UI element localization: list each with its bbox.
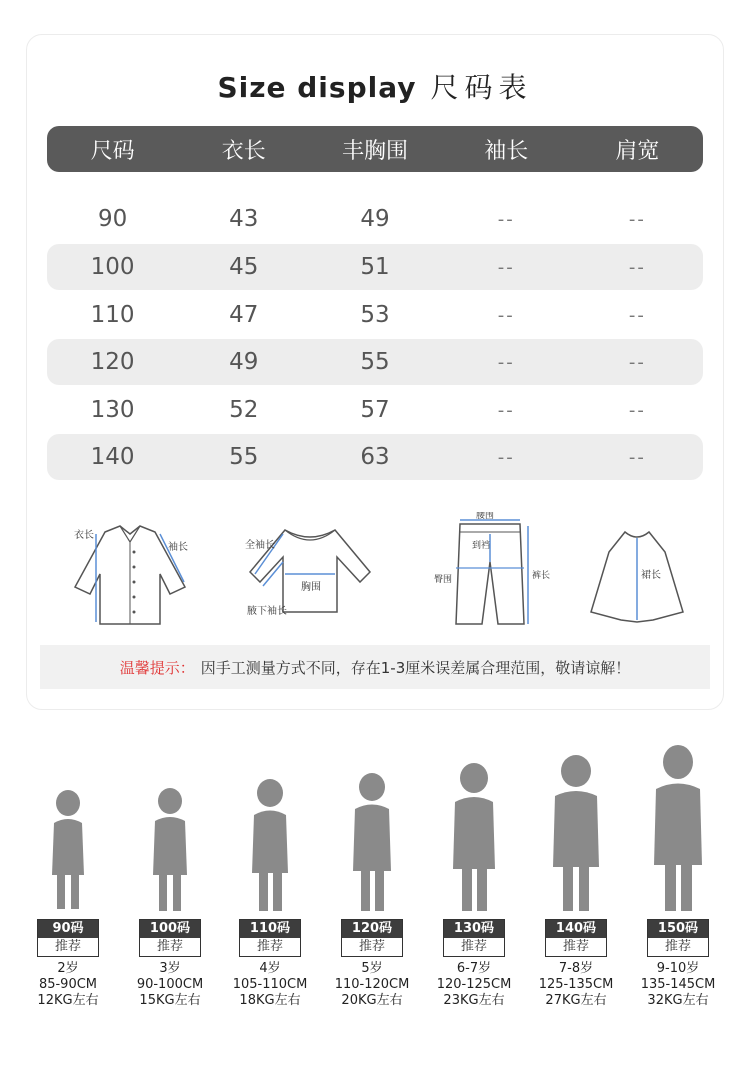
child-silhouette-icon <box>244 773 296 915</box>
size-tag <box>239 919 301 957</box>
dress-length-label: 裙长 <box>641 570 661 581</box>
cell-chest: 53 <box>360 302 390 328</box>
size-label: 110码 <box>240 920 300 938</box>
table-header <box>47 126 703 172</box>
cell-chest: 49 <box>360 206 390 232</box>
shirt-length-label: 衣长 <box>74 530 94 541</box>
cell-sleeve: -- <box>497 446 515 468</box>
cell-size: 140 <box>90 444 135 470</box>
child-silhouette-icon <box>648 739 708 915</box>
height-text: 90-100CM <box>136 977 204 992</box>
size-label: 90码 <box>38 920 98 938</box>
size-label: 130码 <box>444 920 504 938</box>
cell-size: 90 <box>97 206 128 232</box>
header-length: 衣长 <box>221 138 266 164</box>
size-tag <box>139 919 201 957</box>
header-size: 尺码 <box>90 138 135 164</box>
header-shoulder: 肩宽 <box>615 138 660 164</box>
cell-shoulder: -- <box>628 208 646 230</box>
sweater-drawing <box>225 512 395 632</box>
height-text: 110-120CM <box>334 977 410 992</box>
cell-sleeve: -- <box>497 399 515 421</box>
child-silhouette-icon <box>44 785 92 915</box>
size-tag <box>37 919 99 957</box>
size-tag <box>545 919 607 957</box>
dress-drawing <box>585 512 750 632</box>
pants-illustration <box>410 512 580 632</box>
cell-shoulder: -- <box>628 446 646 468</box>
title-cn: 尺码表 <box>430 71 533 104</box>
size-label: 140码 <box>546 920 606 938</box>
size-tag <box>341 919 403 957</box>
cell-sleeve: -- <box>497 304 515 326</box>
cell-length: 47 <box>229 302 259 328</box>
sweater-chest-label: 胸围 <box>301 582 321 593</box>
title-en: Size display <box>217 71 417 104</box>
weight-text: 27KG左右 <box>545 993 607 1008</box>
cell-shoulder: -- <box>628 304 646 326</box>
weight-text: 32KG左右 <box>647 993 709 1008</box>
cell-sleeve: -- <box>497 208 515 230</box>
size-label: 120码 <box>342 920 402 938</box>
height-text: 120-125CM <box>436 977 512 992</box>
sweater-sleeve-label: 全袖长 <box>245 540 275 551</box>
weight-text: 12KG左右 <box>37 993 99 1008</box>
weight-text: 15KG左右 <box>139 993 201 1008</box>
cell-length: 52 <box>229 397 259 423</box>
cell-chest: 63 <box>360 444 390 470</box>
kid-size-110 <box>222 773 318 1009</box>
pants-waist-label: 腰围 <box>476 512 495 521</box>
pants-length-label: 裤长 <box>532 571 551 581</box>
cell-size: 120 <box>90 349 135 375</box>
child-silhouette-icon <box>145 783 195 915</box>
table-row <box>47 244 703 290</box>
pants-rise-label: 到裆 <box>472 541 491 551</box>
size-tag <box>443 919 505 957</box>
weight-text: 18KG左右 <box>239 993 301 1008</box>
shirt-drawing <box>50 512 220 632</box>
table-row <box>47 196 703 242</box>
size-tag <box>647 919 709 957</box>
cell-length: 45 <box>229 254 259 280</box>
cell-chest: 55 <box>360 349 390 375</box>
pants-hip-label: 臀围 <box>434 575 453 585</box>
recommend-label: 推荐 <box>140 938 200 956</box>
dress-illustration <box>585 512 750 632</box>
cell-chest: 57 <box>360 397 390 423</box>
table-row <box>47 292 703 338</box>
recommend-label: 推荐 <box>546 938 606 956</box>
age-text: 3岁 <box>159 961 181 976</box>
header-sleeve: 袖长 <box>484 138 529 164</box>
height-text: 105-110CM <box>232 977 308 992</box>
header-chest: 丰胸围 <box>342 138 409 164</box>
child-silhouette-icon <box>446 757 502 915</box>
table-row <box>47 434 703 480</box>
age-text: 4岁 <box>259 961 281 976</box>
age-text: 5岁 <box>361 961 383 976</box>
sweater-underarm-label: 腋下袖长 <box>247 606 287 617</box>
age-text: 7-8岁 <box>558 961 594 976</box>
recommend-label: 推荐 <box>444 938 504 956</box>
recommend-label: 推荐 <box>240 938 300 956</box>
size-label: 150码 <box>648 920 708 938</box>
notice-text: 因手工测量方式不同，存在1-3厘米误差属合理范围，敬请谅解！ <box>200 658 631 677</box>
cell-shoulder: -- <box>628 351 646 373</box>
kid-size-90 <box>27 785 109 1009</box>
child-silhouette-icon <box>346 767 398 915</box>
pants-drawing <box>410 512 580 632</box>
size-label: 100码 <box>140 920 200 938</box>
cell-chest: 51 <box>360 254 390 280</box>
recommend-label: 推荐 <box>342 938 402 956</box>
height-text: 135-145CM <box>640 977 716 992</box>
shirt-sleeve-label: 袖长 <box>168 542 188 553</box>
notice-label: 温馨提示： <box>119 658 195 677</box>
recommend-label: 推荐 <box>38 938 98 956</box>
cell-sleeve: -- <box>497 256 515 278</box>
sweater-illustration <box>225 512 395 632</box>
age-text: 2岁 <box>57 961 79 976</box>
kid-size-130 <box>426 757 522 1009</box>
table-row <box>47 387 703 433</box>
measurement-notice <box>40 645 710 689</box>
height-text: 85-90CM <box>38 977 98 992</box>
cell-size: 130 <box>90 397 135 423</box>
table-row <box>47 339 703 385</box>
weight-text: 23KG左右 <box>443 993 505 1008</box>
cell-size: 110 <box>90 302 135 328</box>
cell-sleeve: -- <box>497 351 515 373</box>
recommend-label: 推荐 <box>648 938 708 956</box>
cell-length: 43 <box>229 206 259 232</box>
cell-length: 49 <box>229 349 259 375</box>
kid-size-120 <box>324 767 420 1009</box>
child-silhouette-icon <box>547 749 605 915</box>
kid-size-150 <box>628 739 728 1009</box>
weight-text: 20KG左右 <box>341 993 403 1008</box>
age-text: 6-7岁 <box>456 961 492 976</box>
height-text: 125-135CM <box>538 977 614 992</box>
age-text: 9-10岁 <box>656 961 700 976</box>
kid-size-100 <box>124 783 216 1009</box>
cell-length: 55 <box>229 444 259 470</box>
cell-size: 100 <box>90 254 135 280</box>
cell-shoulder: -- <box>628 399 646 421</box>
shirt-illustration <box>50 512 220 632</box>
page-title <box>0 66 750 106</box>
kid-size-140 <box>528 749 624 1009</box>
cell-shoulder: -- <box>628 256 646 278</box>
